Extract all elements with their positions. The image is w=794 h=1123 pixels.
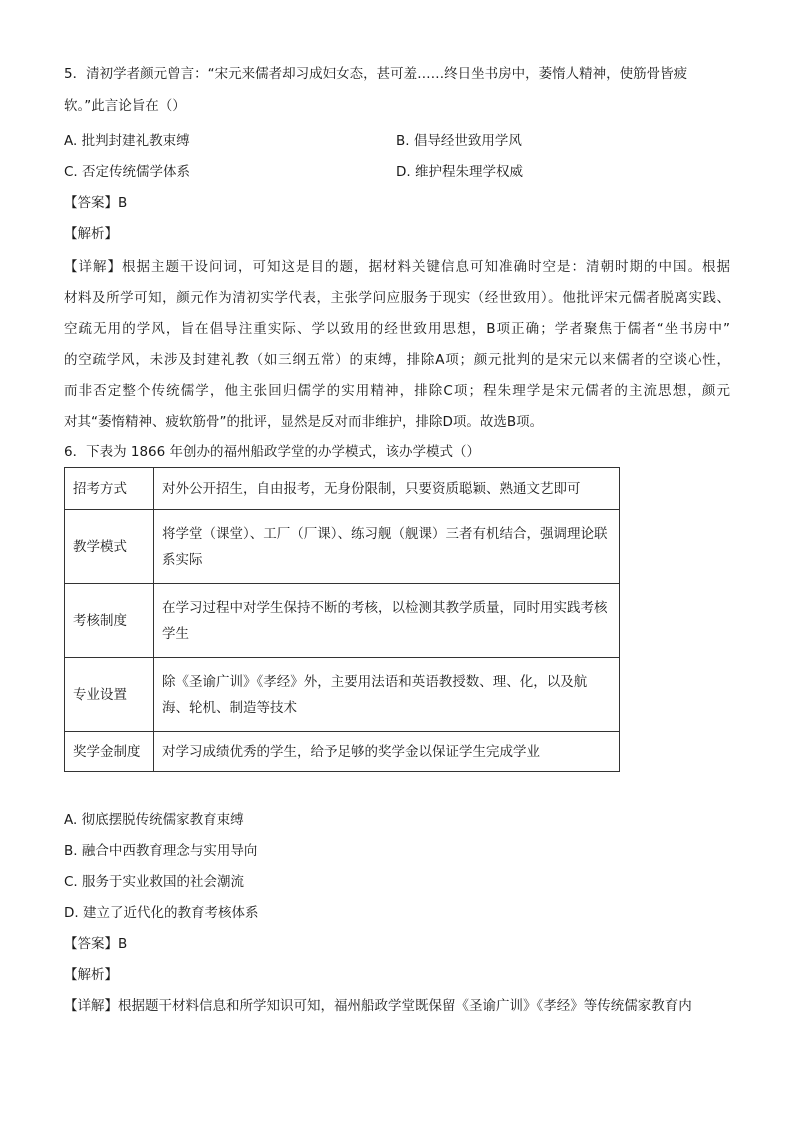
table-row-head: 教学模式 — [65, 510, 154, 584]
q5-option-a: A. 批判封建礼教束缚 — [64, 133, 190, 149]
q5-detail-line: 而非否定整个传统儒学，他主张回归儒学的实用精神，排除C项；程朱理学是宋元儒者的主流思想，颜元 — [64, 383, 730, 399]
q5-option-d: D. 维护程朱理学权威 — [396, 164, 523, 180]
q5-option-b: B. 倡导经世致用学风 — [396, 133, 522, 149]
q5-answer: 【答案】B — [64, 195, 128, 211]
table-row — [65, 468, 620, 510]
q5-detail-line: 【详解】根据主题干设问词，可知这是目的题，据材料关键信息可知准确时空是：清朝时期的中国。根据 — [64, 259, 730, 275]
table-row-head: 专业设置 — [65, 658, 154, 732]
q5-detail-line: 的空疏学风，未涉及封建礼教（如三纲五常）的束缚，排除A项；颜元批判的是宋元以来儒者的空谈心性， — [64, 352, 730, 368]
q6-stem: 6．下表为 1866 年创办的福州船政学堂的办学模式，该办学模式（） — [64, 444, 481, 460]
table-row — [65, 658, 620, 732]
table-row-body: 对学习成绩优秀的学生，给予足够的奖学金以保证学生完成学业 — [154, 732, 620, 772]
q5-analysis-label: 【解析】 — [64, 226, 118, 242]
q5-option-c: C. 否定传统儒学体系 — [64, 164, 191, 180]
q6-option-d: D. 建立了近代化的教育考核体系 — [64, 905, 259, 921]
table-row-head: 招考方式 — [65, 468, 154, 510]
q5-detail-line: 空疏无用的学风，旨在倡导注重实际、学以致用的经世致用思想，B项正确；学者聚焦于儒者“坐书房中” — [64, 321, 730, 337]
q5-detail-line: 材料及所学可知，颜元作为清初实学代表，主张学问应服务于现实（经世致用）。他批评宋元儒者脱离实践、 — [64, 290, 730, 306]
table-row-body: 在学习过程中对学生保持不断的考核，以检测其教学质量，同时用实践考核学生 — [154, 584, 620, 658]
table-row — [65, 510, 620, 584]
table-row-head: 考核制度 — [65, 584, 154, 658]
table-row-head: 奖学金制度 — [65, 732, 154, 772]
table-row-body: 除《圣谕广训》《孝经》外，主要用法语和英语教授数、理、化，以及航海、轮机、制造等技术 — [154, 658, 620, 732]
table-row-body: 对外公开招生，自由报考，无身份限制，只要资质聪颖、熟通文艺即可 — [154, 468, 620, 510]
table-row-body: 将学堂（课堂）、工厂（厂课）、练习舰（舰课）三者有机结合，强调理论联系实际 — [154, 510, 620, 584]
q6-table — [64, 467, 620, 772]
q5-stem-line1: 5．清初学者颜元曾言：“宋元来儒者却习成妇女态，甚可羞……终日坐书房中，萎惰人精神，使筋骨皆疲 — [64, 66, 688, 82]
q6-option-b: B. 融合中西教育理念与实用导向 — [64, 843, 258, 859]
table-row — [65, 584, 620, 658]
q6-option-a: A. 彻底摆脱传统儒家教育束缚 — [64, 812, 244, 828]
q6-analysis-label: 【解析】 — [64, 967, 118, 983]
q6-answer: 【答案】B — [64, 936, 128, 952]
q6-option-c: C. 服务于实业救国的社会潮流 — [64, 874, 245, 890]
table-row — [65, 732, 620, 772]
q5-stem-line2: 软。”此言论旨在（） — [64, 98, 186, 114]
q6-detail-line: 【详解】根据题干材料信息和所学知识可知，福州船政学堂既保留《圣谕广训》《孝经》等传统儒家教育内 — [64, 998, 692, 1014]
q5-detail-line: 对其“萎惰精神、疲软筋骨”的批评，显然是反对而非维护，排除D项。故选B项。 — [64, 414, 544, 430]
